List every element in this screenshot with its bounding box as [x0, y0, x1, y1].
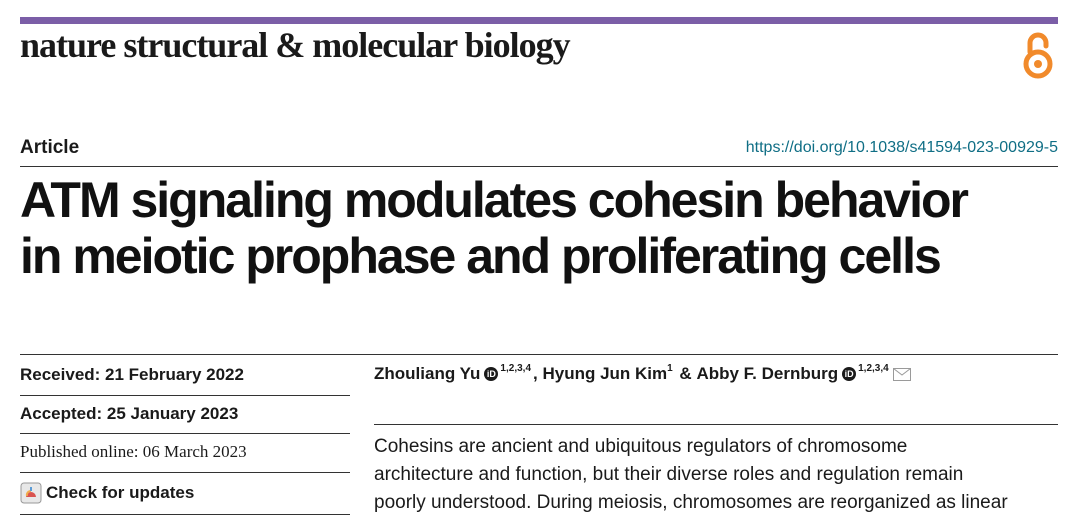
abstract-line: architecture and function, but their diverse roles and regulation remain	[374, 464, 964, 485]
meta-divider-2	[20, 433, 350, 434]
author-name[interactable]: Hyung Jun Kim	[542, 364, 668, 383]
author-separator: ,	[533, 364, 543, 383]
title-line-2: in meiotic prophase and proliferating cells	[20, 228, 940, 284]
author-affiliation: 1,2,3,4	[500, 362, 532, 374]
author-name[interactable]: Zhouliang Yu	[374, 364, 481, 383]
meta-divider-top	[20, 354, 1058, 355]
meta-divider-3	[20, 472, 350, 473]
author-affiliation: 1,2,3,4	[858, 362, 889, 374]
orcid-icon[interactable]: iD	[484, 367, 498, 381]
authors-divider	[374, 424, 1058, 425]
journal-accent-bar	[20, 17, 1058, 24]
abstract-line: poorly understood. During meiosis, chromosomes are reorganized as linear	[374, 492, 1008, 513]
author-affiliation: 1	[667, 362, 673, 374]
meta-divider-4	[20, 514, 350, 515]
header-divider	[20, 166, 1058, 167]
email-icon[interactable]	[893, 368, 911, 381]
author-list	[374, 364, 911, 384]
check-updates-icon	[20, 482, 42, 504]
check-updates-label: Check for updates	[46, 483, 195, 502]
title-line-1: ATM signaling modulates cohesin behavior	[20, 172, 968, 228]
journal-name: nature structural & molecular biology	[20, 25, 570, 65]
check-for-updates-button[interactable]	[20, 482, 194, 504]
author-name[interactable]: Abby F. Dernburg	[696, 364, 839, 383]
abstract-line: Cohesins are ancient and ubiquitous regulators of chromosome	[374, 436, 908, 457]
received-date: Received: 21 February 2022	[20, 365, 244, 384]
author-separator: &	[674, 364, 697, 383]
article-title	[20, 172, 1060, 284]
accepted-date: Accepted: 25 January 2023	[20, 404, 239, 423]
published-date: Published online: 06 March 2023	[20, 442, 247, 461]
article-type: Article	[20, 137, 80, 158]
doi-link[interactable]: https://doi.org/10.1038/s41594-023-00929-5	[745, 139, 1058, 156]
open-access-icon[interactable]	[1020, 30, 1056, 80]
meta-divider-1	[20, 395, 350, 396]
abstract	[374, 433, 1054, 517]
orcid-icon[interactable]: iD	[842, 367, 856, 381]
